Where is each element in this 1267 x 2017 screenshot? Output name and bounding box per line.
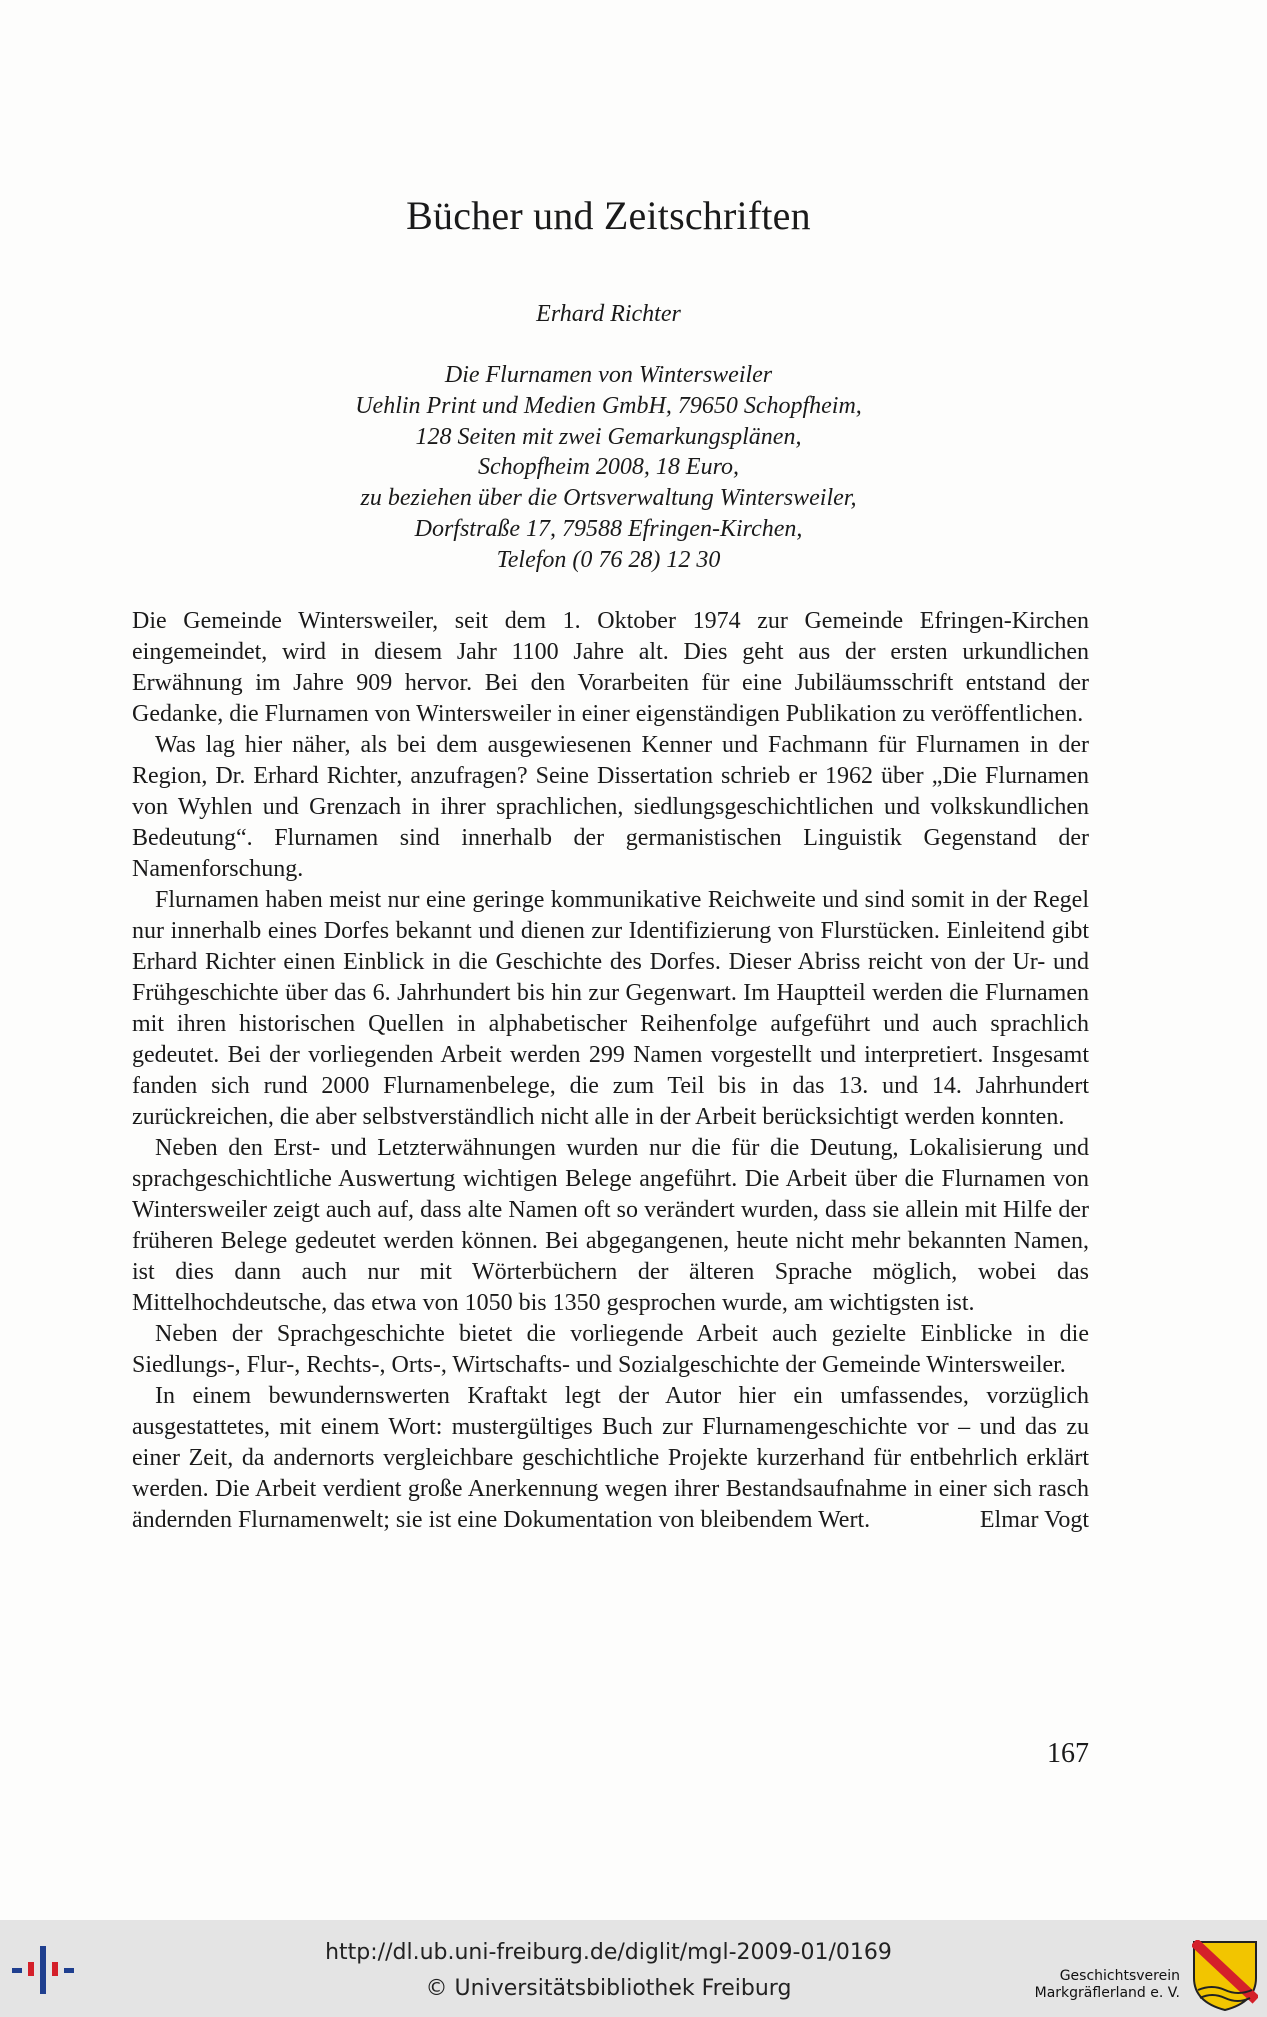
- book-author: Erhard Richter: [536, 301, 681, 327]
- book-title: Die Flurnamen von Wintersweiler: [444, 362, 773, 388]
- copyright-notice: © Universitätsbibliothek Freiburg: [425, 1976, 792, 2001]
- footer-bar: [0, 1920, 1267, 2017]
- address-line: Dorfstraße 17, 79588 Efringen-Kirchen,: [414, 515, 803, 542]
- society-name: [1020, 1968, 1180, 2002]
- page-number: 167: [1047, 1738, 1089, 1769]
- paragraph: Neben den Erst- und Letzterwähnungen wurden nur die für die Deutung, Lokalisierung und sprachgeschichtliche Auswertung wichtigen Belege angeführt. Die Arbeit über die Flurnamen von Wintersweiler zeigt auch auf, dass alte Namen oft so verändert wurden, dass sie allein mit Hilfe der früheren Belege gedeutet werden können. Bei abgegangenen, heute nicht mehr bekannten Namen, ist dies dann auch nur mit Wörterbüchern der älteren Sprache möglich, wobei das Mittelhochdeutsche, das etwa von 1050 bis 1350 gesprochen wurde, am wichtigsten ist.: [132, 1135, 1089, 1316]
- bibliographic-info: [0, 360, 1217, 576]
- coat-of-arms-icon: [1192, 1940, 1258, 2012]
- pages-line: 128 Seiten mit zwei Gemarkungsplänen,: [415, 423, 802, 450]
- paragraph: Die Gemeinde Wintersweiler, seit dem 1. Oktober 1974 zur Gemeinde Efringen-Kirchen eingemeindet, wird in diesem Jahr 1100 Jahre alt. Dies geht aus der ersten urkundlichen Erwähnung im Jahre 909 hervor. Bei den Vorarbeiten für eine Jubiläumsschrift entstand der Gedanke, die Flurnamen von Wintersweiler in einer eigenständigen Publikation zu veröffentlichen.: [132, 608, 1089, 727]
- year-price-line: Schopfheim 2008, 18 Euro,: [477, 454, 740, 481]
- reviewer-signature: Elmar Vogt: [979, 1507, 1089, 1533]
- paragraph: In einem bewundernswerten Kraftakt legt der Autor hier ein umfassendes, vorzüglich ausgestattetes, mit einem Wort: mustergültiges Buch zur Flurnamengeschichte vor – und das zu einer Zeit, da andernorts vergleichbare geschichtliche Projekte kurzerhand für entbehrlich erklärt werden. Die Arbeit verdient große Anerkennung wegen ihrer Bestandsaufnahme in einer sich rasch ändernden Flurnamenwelt; sie ist eine Dokumentation von bleibendem Wert.: [132, 1383, 1089, 1533]
- paragraph: Flurnamen haben meist nur eine geringe kommunikative Reichweite und sind somit in der Regel nur innerhalb eines Dorfes bekannt und dienen zur Identifizierung von Flurstücken. Einleitend gibt Erhard Richter einen Einblick in die Geschichte des Dorfes. Dieser Abriss reicht von der Ur- und Frühgeschichte über das 6. Jahrhundert bis hin zur Gegenwart. Im Hauptteil werden die Flurnamen mit ihren historischen Quellen in alphabetischer Reihenfolge aufgeführt und auch sprachlich gedeutet. Bei der vorliegenden Arbeit werden 299 Namen vorgestellt und interpretiert. Insgesamt fanden sich rund 2000 Flurnamenbelege, die zum Teil bis in das 13. und 14. Jahrhundert zurückreichen, die aber selbstverständlich nicht alle in der Arbeit berücksichtigt werden konnten.: [132, 887, 1089, 1130]
- paragraph: Was lag hier näher, als bei dem ausgewiesenen Kenner und Fachmann für Flurnamen in der Region, Dr. Erhard Richter, anzufragen? Seine Dissertation schrieb er 1962 über „Die Flurnamen von Wyhlen und Grenzach in ihrer sprachlichen, siedlungsgeschichtlichen und volkskundlichen Bedeutung“. Flurnamen sind innerhalb der germanistischen Linguistik Gegenstand der Namenforschung.: [132, 732, 1089, 882]
- permalink-link[interactable]: http://dl.ub.uni-freiburg.de/diglit/mgl-2009-01/0169: [325, 1940, 892, 1965]
- society-line: Geschichtsverein: [1059, 1968, 1180, 1984]
- review-body: [132, 606, 1089, 1536]
- publisher-line: Uehlin Print und Medien GmbH, 79650 Schopfheim,: [355, 392, 862, 419]
- phone-line: Telefon (0 76 28) 12 30: [496, 546, 721, 573]
- society-line: Markgräflerland e. V.: [1034, 1985, 1180, 2001]
- section-title: Bücher und Zeitschriften: [406, 193, 811, 238]
- paragraph: Neben der Sprachgeschichte bietet die vorliegende Arbeit auch gezielte Einblicke in die Siedlungs-, Flur-, Rechts-, Orts-, Wirtschafts- und Sozialgeschichte der Gemeinde Wintersweiler.: [132, 1321, 1089, 1378]
- availability-line: zu beziehen über die Ortsverwaltung Wintersweiler,: [360, 485, 857, 512]
